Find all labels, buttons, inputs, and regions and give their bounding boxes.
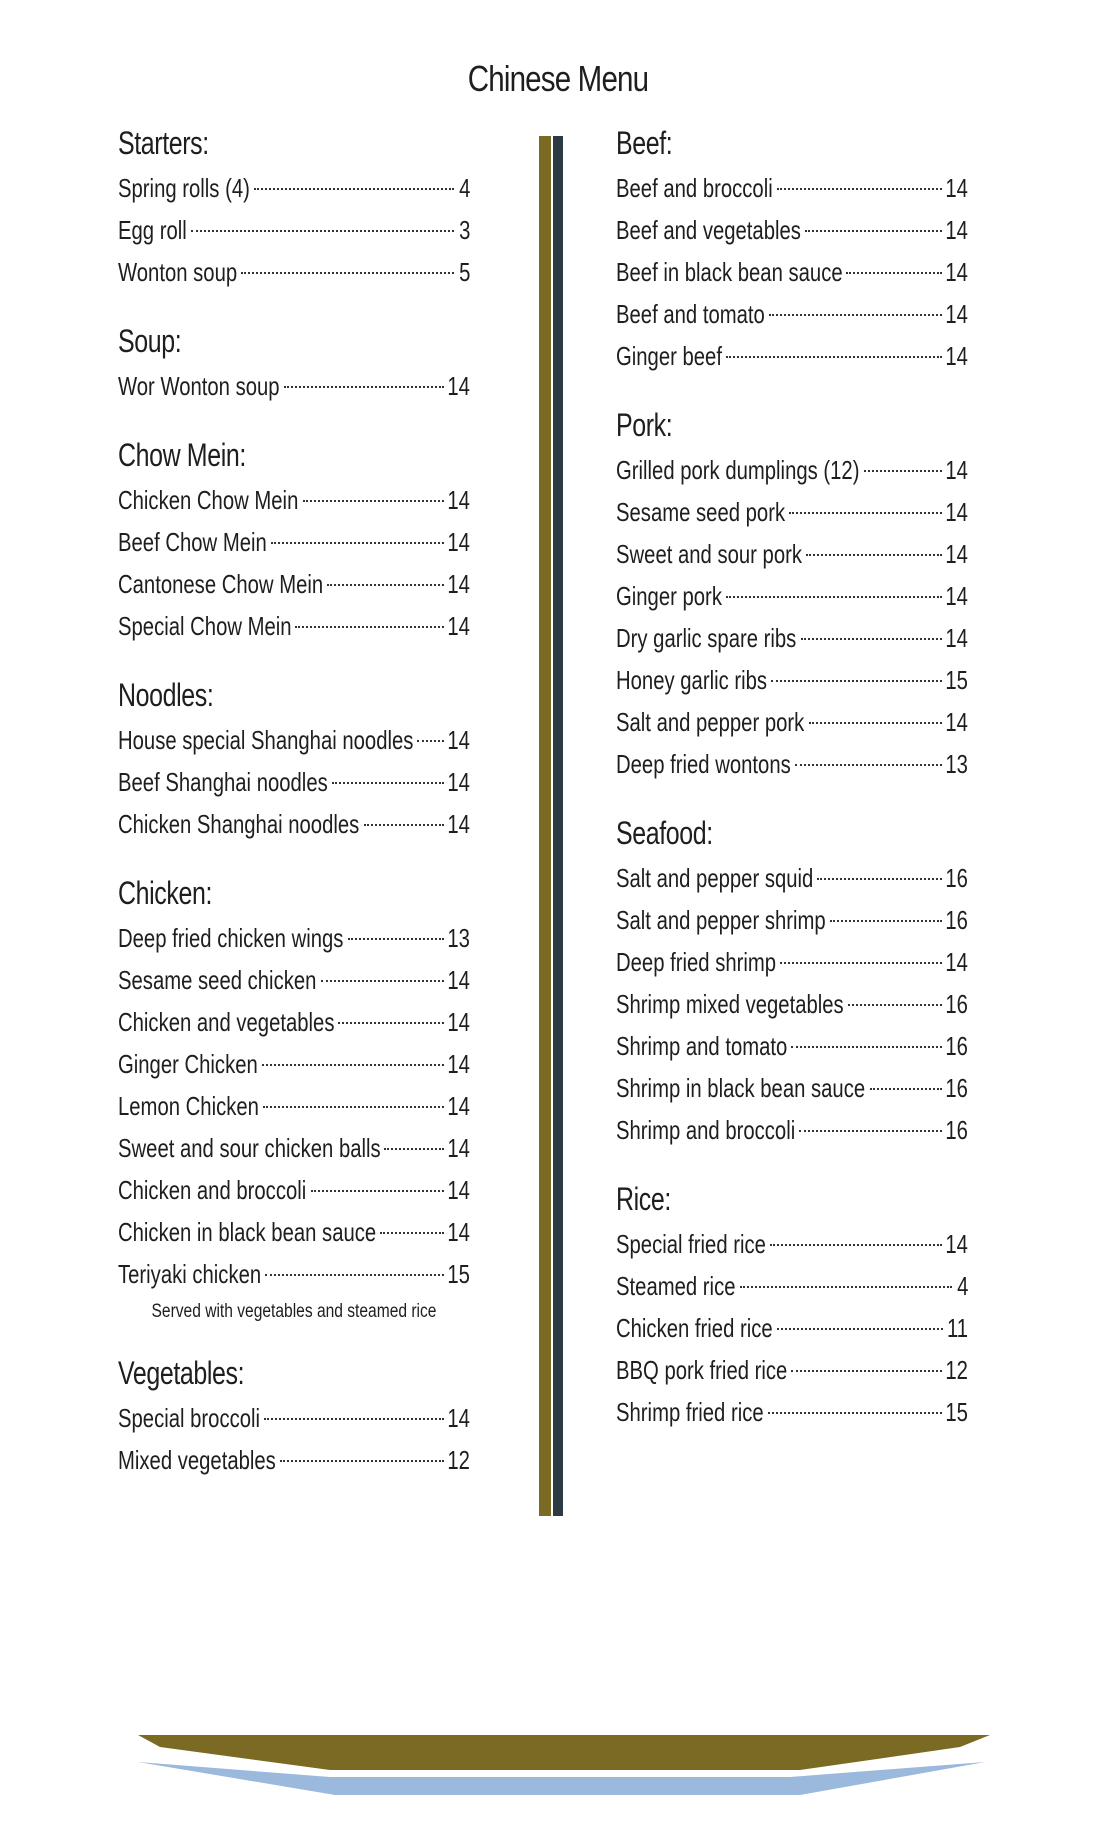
menu-item	[118, 209, 470, 251]
menu-item	[616, 575, 968, 617]
item-price: 14	[945, 623, 968, 653]
item-price: 14	[447, 1049, 470, 1079]
section-note: Served with vegetables and steamed rice	[151, 1301, 437, 1322]
footer-gold-band	[138, 1735, 990, 1770]
item-price: 14	[447, 611, 470, 641]
footer-banner	[0, 1735, 1116, 1805]
menu-item	[118, 479, 470, 521]
item-price: 14	[945, 455, 968, 485]
dot-leader	[263, 1106, 444, 1108]
item-name: Wonton soup	[118, 257, 238, 287]
dot-leader	[777, 188, 942, 190]
item-price: 14	[447, 1175, 470, 1205]
menu-item	[616, 659, 968, 701]
menu-item	[118, 365, 470, 407]
dot-leader	[791, 1370, 942, 1372]
dot-leader	[789, 512, 942, 514]
item-price: 16	[945, 1073, 968, 1103]
item-price: 14	[945, 581, 968, 611]
section-title: Noodles:	[118, 677, 214, 713]
left-column	[118, 125, 470, 1511]
item-price: 13	[447, 923, 470, 953]
menu-item	[616, 251, 968, 293]
item-name: Mixed vegetables	[118, 1445, 276, 1475]
item-price: 14	[447, 527, 470, 557]
right-column	[616, 125, 968, 1463]
dot-leader	[327, 584, 443, 586]
item-name: Lemon Chicken	[118, 1091, 259, 1121]
item-price: 14	[945, 539, 968, 569]
section-title: Chicken:	[118, 875, 212, 911]
menu-item	[118, 959, 470, 1001]
menu-section	[616, 1181, 968, 1433]
dot-leader	[805, 230, 942, 232]
item-name: Ginger pork	[616, 581, 722, 611]
menu-item	[118, 251, 470, 293]
menu-item	[118, 521, 470, 563]
dot-leader	[817, 878, 941, 880]
dot-leader	[769, 314, 942, 316]
item-name: Shrimp in black bean sauce	[616, 1073, 866, 1103]
menu-item	[616, 491, 968, 533]
menu-title: Chinese Menu	[467, 58, 649, 99]
item-name: Chicken and broccoli	[118, 1175, 307, 1205]
item-name: Salt and pepper shrimp	[616, 905, 826, 935]
menu-item	[118, 1085, 470, 1127]
dot-leader	[280, 1460, 443, 1462]
item-price: 3	[458, 215, 470, 245]
menu-section	[118, 1355, 470, 1481]
item-price: 14	[945, 257, 968, 287]
item-name: Egg roll	[118, 215, 187, 245]
item-name: Deep fried wontons	[616, 749, 791, 779]
item-name: Teriyaki chicken	[118, 1259, 262, 1289]
menu-item	[616, 533, 968, 575]
item-price: 14	[447, 1007, 470, 1037]
menu-section	[118, 875, 470, 1325]
item-name: Sweet and sour pork	[616, 539, 803, 569]
dot-leader	[809, 722, 942, 724]
menu-item	[118, 1127, 470, 1169]
menu-item	[118, 761, 470, 803]
item-price: 14	[945, 707, 968, 737]
item-price: 14	[945, 1229, 968, 1259]
dot-leader	[338, 1022, 444, 1024]
menu-item	[616, 1067, 968, 1109]
item-name: Beef and broccoli	[616, 173, 773, 203]
menu-item	[616, 701, 968, 743]
dot-leader	[864, 470, 942, 472]
section-title: Beef:	[616, 125, 673, 161]
item-price: 16	[945, 989, 968, 1019]
dot-leader	[380, 1232, 443, 1234]
menu-item	[118, 1439, 470, 1481]
item-name: Steamed rice	[616, 1271, 736, 1301]
item-name: Shrimp and broccoli	[616, 1115, 796, 1145]
item-name: Deep fried chicken wings	[118, 923, 344, 953]
item-name: Chicken Chow Mein	[118, 485, 299, 515]
menu-item	[616, 1025, 968, 1067]
item-price: 14	[945, 341, 968, 371]
dot-leader	[332, 782, 444, 784]
menu-item	[118, 719, 470, 761]
menu-item	[616, 941, 968, 983]
item-name: Beef in black bean sauce	[616, 257, 843, 287]
item-name: Salt and pepper squid	[616, 863, 814, 893]
menu-item	[616, 449, 968, 491]
menu-section	[118, 437, 470, 647]
section-title: Vegetables:	[118, 1355, 245, 1391]
item-price: 14	[447, 1403, 470, 1433]
item-price: 14	[945, 947, 968, 977]
section-title: Chow Mein:	[118, 437, 246, 473]
item-name: Special Chow Mein	[118, 611, 292, 641]
item-price: 14	[447, 809, 470, 839]
item-price: 14	[945, 299, 968, 329]
dot-leader	[303, 500, 444, 502]
item-name: Wor Wonton soup	[118, 371, 280, 401]
menu-item	[616, 1109, 968, 1151]
menu-item	[118, 1043, 470, 1085]
dot-leader	[830, 920, 942, 922]
item-name: Chicken Shanghai noodles	[118, 809, 360, 839]
dot-leader	[848, 1004, 942, 1006]
item-price: 14	[447, 485, 470, 515]
menu-item	[118, 1397, 470, 1439]
menu-item	[616, 167, 968, 209]
menu-item	[118, 803, 470, 845]
item-name: Ginger beef	[616, 341, 722, 371]
item-name: Deep fried shrimp	[616, 947, 777, 977]
item-name: Chicken and vegetables	[118, 1007, 335, 1037]
item-name: BBQ pork fried rice	[616, 1355, 788, 1385]
dot-leader	[191, 230, 454, 232]
dot-leader	[726, 356, 942, 358]
dot-leader	[311, 1190, 444, 1192]
item-name: Shrimp fried rice	[616, 1397, 764, 1427]
dot-leader	[262, 1064, 444, 1066]
item-name: Special broccoli	[118, 1403, 261, 1433]
item-price: 14	[945, 173, 968, 203]
menu-item	[118, 563, 470, 605]
item-price: 14	[447, 569, 470, 599]
item-price: 4	[458, 173, 470, 203]
item-name: Dry garlic spare ribs	[616, 623, 797, 653]
dot-leader	[799, 1130, 942, 1132]
menu-item	[616, 983, 968, 1025]
item-name: Shrimp and tomato	[616, 1031, 788, 1061]
dot-leader	[321, 980, 444, 982]
menu-section	[616, 815, 968, 1151]
item-name: Sesame seed pork	[616, 497, 786, 527]
item-price: 12	[945, 1355, 968, 1385]
divider-gold-bar	[539, 136, 551, 1516]
item-price: 14	[447, 1091, 470, 1121]
section-title: Pork:	[616, 407, 673, 443]
item-name: Honey garlic ribs	[616, 665, 768, 695]
item-price: 15	[945, 665, 968, 695]
menu-section	[118, 677, 470, 845]
item-price: 16	[945, 1115, 968, 1145]
item-price: 15	[945, 1397, 968, 1427]
item-price: 15	[447, 1259, 470, 1289]
dot-leader	[264, 1418, 443, 1420]
dot-leader	[740, 1286, 953, 1288]
dot-leader	[271, 542, 444, 544]
item-price: 14	[945, 215, 968, 245]
menu-item	[616, 1391, 968, 1433]
menu-section	[616, 407, 968, 785]
dot-leader	[795, 764, 942, 766]
menu-item	[118, 167, 470, 209]
menu-item	[118, 1001, 470, 1043]
section-title: Soup:	[118, 323, 182, 359]
item-name: Beef Shanghai noodles	[118, 767, 328, 797]
item-name: Salt and pepper pork	[616, 707, 805, 737]
item-name: House special Shanghai noodles	[118, 725, 414, 755]
item-price: 4	[956, 1271, 968, 1301]
item-name: Sweet and sour chicken balls	[118, 1133, 381, 1163]
item-price: 14	[447, 1133, 470, 1163]
menu-item	[616, 1349, 968, 1391]
item-name: Chicken in black bean sauce	[118, 1217, 377, 1247]
item-price: 11	[946, 1313, 968, 1343]
item-name: Beef and tomato	[616, 299, 765, 329]
dot-leader	[726, 596, 942, 598]
dot-leader	[384, 1148, 443, 1150]
section-title: Rice:	[616, 1181, 671, 1217]
dot-leader	[870, 1088, 942, 1090]
dot-leader	[770, 1244, 941, 1246]
item-name: Spring rolls (4)	[118, 173, 250, 203]
item-name: Beef and vegetables	[616, 215, 801, 245]
item-name: Shrimp mixed vegetables	[616, 989, 844, 1019]
dot-leader	[768, 1412, 942, 1414]
item-price: 14	[447, 767, 470, 797]
dot-leader	[791, 1046, 941, 1048]
dot-leader	[364, 824, 444, 826]
item-price: 16	[945, 1031, 968, 1061]
dot-leader	[780, 962, 941, 964]
menu-item	[118, 917, 470, 959]
menu-item	[118, 1169, 470, 1211]
item-name: Beef Chow Mein	[118, 527, 267, 557]
item-price: 12	[447, 1445, 470, 1475]
item-price: 14	[945, 497, 968, 527]
item-price: 5	[458, 257, 470, 287]
dot-leader	[265, 1274, 444, 1276]
menu-item	[616, 293, 968, 335]
menu-item	[616, 857, 968, 899]
section-title: Starters:	[118, 125, 209, 161]
menu-item	[118, 1211, 470, 1253]
item-price: 16	[945, 905, 968, 935]
menu-section	[118, 323, 470, 407]
menu-item	[616, 899, 968, 941]
item-name: Ginger Chicken	[118, 1049, 258, 1079]
menu-item	[616, 617, 968, 659]
menu-item	[616, 335, 968, 377]
item-name: Chicken fried rice	[616, 1313, 773, 1343]
item-price: 14	[447, 965, 470, 995]
menu-item	[616, 1265, 968, 1307]
item-price: 14	[447, 1217, 470, 1247]
item-name: Special fried rice	[616, 1229, 766, 1259]
item-name: Cantonese Chow Mein	[118, 569, 324, 599]
menu-item	[118, 605, 470, 647]
item-price: 14	[447, 371, 470, 401]
item-price: 14	[447, 725, 470, 755]
dot-leader	[777, 1328, 943, 1330]
dot-leader	[806, 554, 941, 556]
menu-item	[616, 1307, 968, 1349]
dot-leader	[846, 272, 941, 274]
dot-leader	[801, 638, 942, 640]
menu-item	[118, 1253, 470, 1295]
divider-dark-bar	[553, 136, 563, 1516]
dot-leader	[417, 740, 443, 742]
menu-item	[616, 1223, 968, 1265]
item-name: Sesame seed chicken	[118, 965, 317, 995]
dot-leader	[295, 626, 443, 628]
menu-item	[616, 209, 968, 251]
dot-leader	[241, 272, 454, 274]
item-price: 13	[945, 749, 968, 779]
menu-section	[118, 125, 470, 293]
item-name: Grilled pork dumplings (12)	[616, 455, 860, 485]
dot-leader	[284, 386, 444, 388]
item-price: 16	[945, 863, 968, 893]
dot-leader	[254, 188, 454, 190]
menu-item	[616, 743, 968, 785]
section-title: Seafood:	[616, 815, 713, 851]
dot-leader	[348, 938, 444, 940]
menu-section	[616, 125, 968, 377]
dot-leader	[771, 680, 942, 682]
